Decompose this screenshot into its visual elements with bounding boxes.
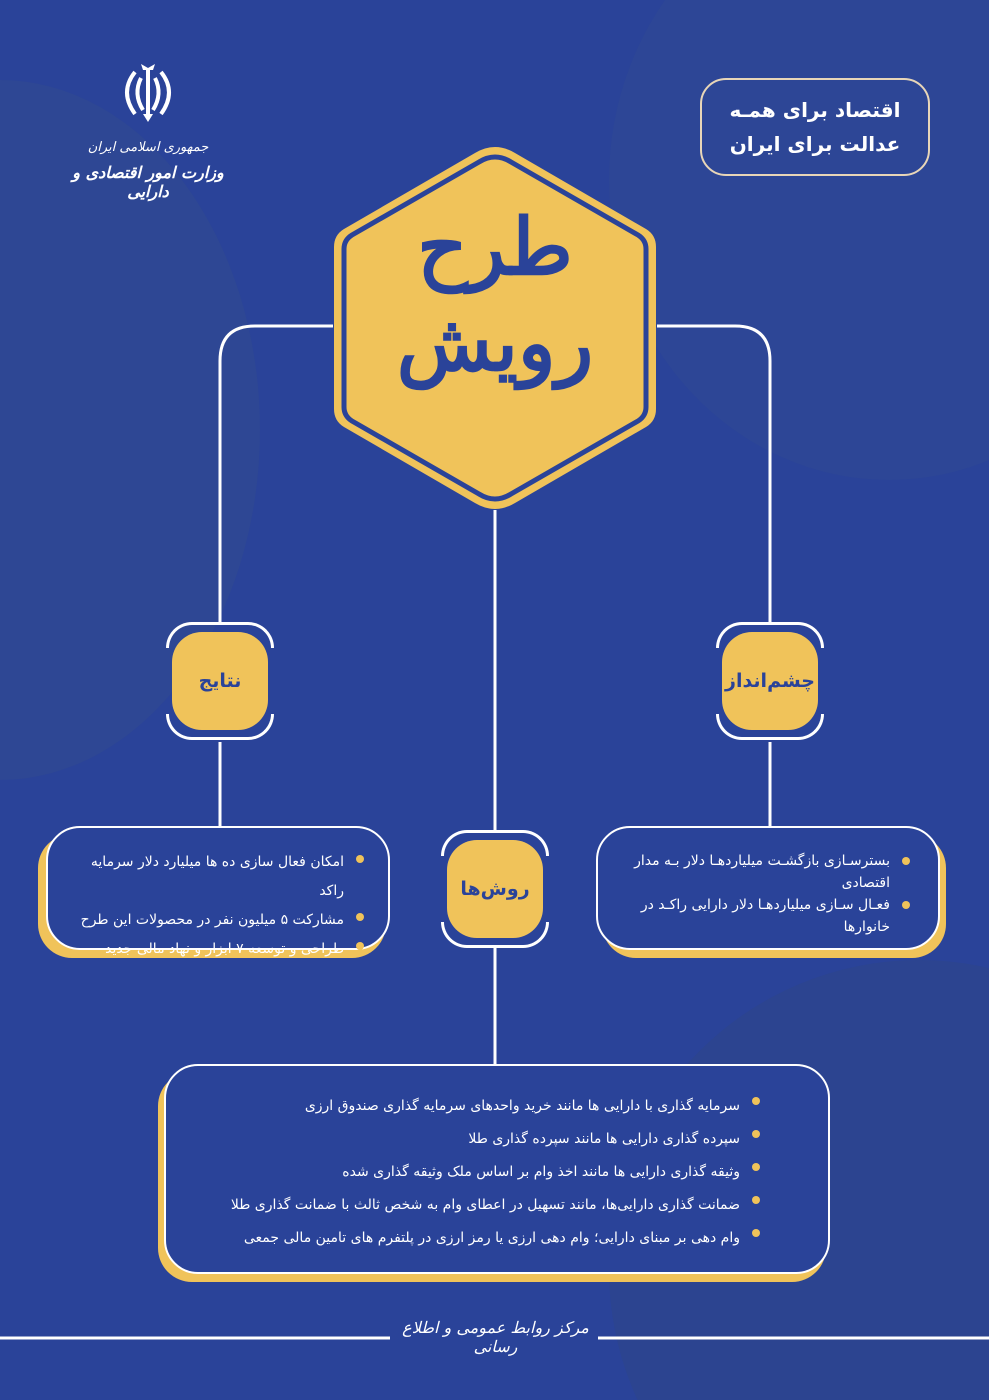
bracket-bottom [716, 714, 824, 740]
slogan-badge [700, 78, 930, 176]
vision-list [618, 850, 912, 938]
list-item: سرمایه گذاری با دارایی ها مانند خرید واحدهای سرمایه گذاری صندوق ارزی [186, 1090, 762, 1123]
iran-emblem-icon [113, 58, 183, 128]
bracket-bottom [441, 922, 549, 948]
title-line1: طرح [417, 202, 573, 293]
results-card [46, 826, 390, 957]
list-item: امکان فعال سازی ده ها میلیارد دلار سرمایه راکد [62, 848, 366, 906]
list-item: ضمانت گذاری دارایی‌ها، مانند تسهیل در اعطای وام به شخص ثالث با ضمانت گذاری طلا [186, 1189, 762, 1222]
node-vision [716, 622, 824, 740]
methods-card [164, 1064, 830, 1274]
slogan-line2: عدالت برای ایران [729, 132, 901, 156]
title-line2: رویش [396, 298, 594, 389]
node-methods [441, 830, 549, 948]
background-shape [609, 0, 989, 480]
bracket-bottom [166, 714, 274, 740]
page-title [330, 200, 660, 392]
node-vision-label: چشم‌انداز [722, 632, 818, 730]
ministry-logo [58, 58, 238, 201]
logo-line1: جمهوری اسلامی ایران [87, 140, 209, 155]
node-results [166, 622, 274, 740]
results-list [62, 848, 366, 964]
methods-list [186, 1090, 762, 1255]
list-item: فعـال سـازی میلیاردهـا دلار دارایی راکـد در خانوارها [618, 894, 912, 938]
list-item: سپرده گذاری دارایی ها مانند سپرده گذاری طلا [186, 1123, 762, 1156]
list-item: بسترسـازی بازگشـت میلیاردهـا دلار بـه مدار اقتصادی [618, 850, 912, 894]
node-methods-label: روش‌ها [447, 840, 543, 938]
slogan-line1: اقتصاد برای همـه [729, 98, 901, 122]
vision-card [596, 826, 940, 950]
footer-signature: مرکز روابط عمومی و اطلاع رسانی [402, 1318, 589, 1356]
list-item: طراحی و توسعه ۷ ابزار و نهاد مالی جدید [62, 935, 366, 964]
node-results-label: نتایج [172, 632, 268, 730]
list-item: وام دهی بر مبنای دارایی؛ وام دهی ارزی یا رمز ارزی در پلتفرم های تامین مالی جمعی [186, 1222, 762, 1255]
logo-line2: وزارت امور اقتصادی و دارایی [72, 163, 224, 201]
list-item: مشارکت ۵ میلیون نفر در محصولات این طرح [62, 906, 366, 935]
list-item: وثیقه گذاری دارایی ها مانند اخذ وام بر اساس ملک وثیقه گذاری شده [186, 1156, 762, 1189]
